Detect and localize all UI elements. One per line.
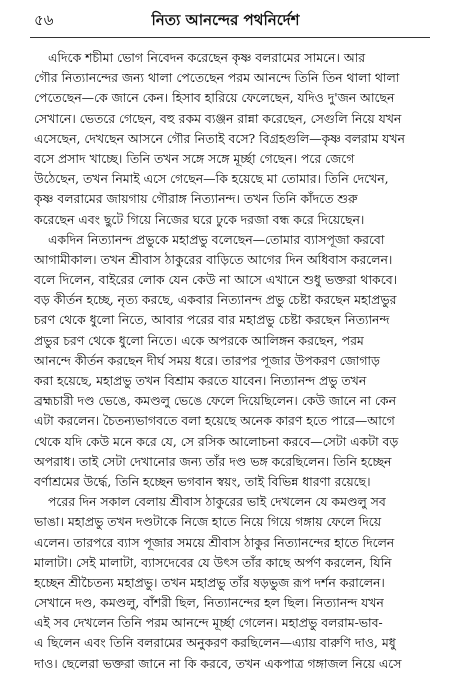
text-line: এলেন। তারপরে ব্যাস পূজার সময়ে শ্রীবাস ঠাকুর নিত্যানন্দের হাতে দিলেন	[34, 534, 395, 550]
paragraph	[34, 230, 428, 492]
text-line: উঠেছেন, তখন নিমাই এসে গেছেন—কি হয়েছে মা তোমার। তিনি দেখেন,	[34, 171, 389, 187]
text-line: এই সব দেখলেন তিনি পরম আনন্দে মূর্চ্ছা গেলেন। মহাপ্রভু বলরাম-ভাব-	[34, 615, 383, 631]
text-line: এদিকে শচীমা ভোগ নিবেদন করেছেন কৃষ্ণ বলরামের সামনে। আর	[48, 50, 366, 65]
header-rule	[30, 37, 430, 38]
paragraph	[34, 492, 428, 674]
paragraph	[34, 48, 428, 230]
body-text	[34, 48, 428, 680]
text-line: ব্রহ্মচারী দণ্ড ভেঙে, কমণ্ডলু ভেঙে ফেলে দিয়েছিলেন। কেউ জানে না কেন	[34, 393, 396, 409]
text-line: পেতেছেন—কে জানে কেন। হিসাব হারিয়ে ফেলেছেন, যদিও দু'জন আছেন	[34, 90, 395, 106]
text-line: প্রভুর চরণ থেকে ধুলো নিতে। একে অপরকে আলিঙ্গন করছেন, পরম	[34, 332, 364, 348]
text-line: ভাঙা। মহাপ্রভু তখন দণ্ডটাকে নিজে হাতে নিয়ে গিয়ে গঙ্গায় ফেলে দিয়ে	[34, 514, 382, 530]
text-line: বলে দিলেন, বাইরের লোক যেন কেউ না আসে এখানে শুধু ভক্তরা থাকবে।	[34, 272, 398, 288]
text-line: এ ছিলেন এবং তিনি বলরামের অনুকরণ করছিলেন—এ্যায় বারুণি দাও, মধু	[34, 635, 396, 651]
page-number: ৫৬	[34, 11, 54, 29]
text-line: আনন্দে কীর্তন করছেন দীর্ঘ সময় ধরে। তারপর পূজার উপকরণ জোগাড়	[34, 352, 380, 368]
text-line: অপরাধ। তাই সেটা দেখানোর জন্য তাঁর দণ্ড ভঙ্গ করেছিলেন। তিনি হচ্ছেন	[34, 453, 392, 469]
text-line: কৃষ্ণ বলরামের জায়গায় গৌরাঙ্গ নিত্যানন্দ। তখন তিনি কাঁদতে শুরু	[34, 191, 358, 207]
text-line: দাও। ছেলেরা ভক্তরা জানে না কি করবে, তখন একপাত্র গঙ্গাজল নিয়ে এসে	[34, 655, 402, 671]
text-line: করেছেন এবং ছুটে গিয়ে নিজের ঘরে ঢুকে দরজা বন্ধ করে দিয়েছেন।	[34, 211, 365, 227]
page-header	[0, 8, 451, 36]
text-line: সেখানে দণ্ড, কমণ্ডলু, বাঁশরী ছিল, নিত্যানন্দের হল ছিল। নিত্যানন্দ যখন	[34, 595, 384, 611]
text-line: এটা করলেন। চৈতন্যভাগবতে বলা হয়েছে অনেক কারণ হতে পারে—আগে	[34, 413, 395, 429]
text-line: একদিন নিত্যানন্দ প্রভুকে মহাপ্রভু বলেছেন—তোমার ব্যাসপূজা করবো	[48, 231, 385, 247]
text-line: আগামীকাল। তখন শ্রীবাস ঠাকুরের বাড়িতে আগের দিন অধিবাস করলেন।	[34, 251, 393, 267]
running-title: নিত্য আনন্দের পথনির্দেশ	[151, 11, 300, 29]
text-line: বসে প্রসাদ খাচ্ছে। তিনি তখন সঙ্গে সঙ্গে মূর্চ্ছা গেছেন। পরে জেগে	[34, 150, 355, 166]
text-line: হচ্ছেন শ্রীচৈতন্য মহাপ্রভু। তখন মহাপ্রভু তাঁর ষড়ভুজ রূপ দর্শন করালেন।	[34, 574, 385, 590]
text-line: বর্ণাশ্রমের উর্দ্ধে, তিনি হচ্ছেন ভগবান স্বয়ং, তাই বিভিন্ন ধারণা রয়েছে।	[34, 473, 371, 489]
text-line: পরের দিন সকাল বেলায় শ্রীবাস ঠাকুরের ভাই দেখলেন যে কমণ্ডলু সব	[48, 494, 386, 510]
text-line: এসেছেন, দেখছেন আসনে গৌর নিতাই বসে? বিগ্রহগুলি—কৃষ্ণ বলরাম যখন	[34, 130, 405, 146]
text-line: থেকে যদি কেউ মনে করে যে, সে রসিক আলোচনা করবে—সেটা একটা বড়	[34, 433, 399, 449]
text-line: চরণ থেকে ধুলো নিতে, আবার পরের বার মহাপ্রভু চেষ্টা করছেন নিত্যানন্দ	[34, 312, 390, 328]
text-line: গৌর নিত্যানন্দের জন্য থালা পেতেছেন পরম আনন্দে তিনি তিন থালা থালা	[34, 70, 400, 86]
text-line: করা হয়েছে, মহাপ্রভু তখন বিশ্রাম করতে যাবেন। নিত্যানন্দ প্রভু তখন	[34, 373, 367, 388]
text-line: বড় কীর্তন হচ্ছে, নৃত্য করছে, একবার নিত্যানন্দ প্রভু চেষ্টা করছেন মহাপ্রভুর	[34, 292, 397, 308]
text-line: মালাটা। সেই মালাটা, ব্যাসদেবের যে উৎস তাঁর কাছে অর্পণ করলেন, যিনি	[34, 554, 392, 570]
text-line: সেখানে। ভেতরে গেছেন, বহু রকম ব্যঞ্জন রান্না করেছেন, সেগুলি নিয়ে যখন	[34, 110, 402, 126]
